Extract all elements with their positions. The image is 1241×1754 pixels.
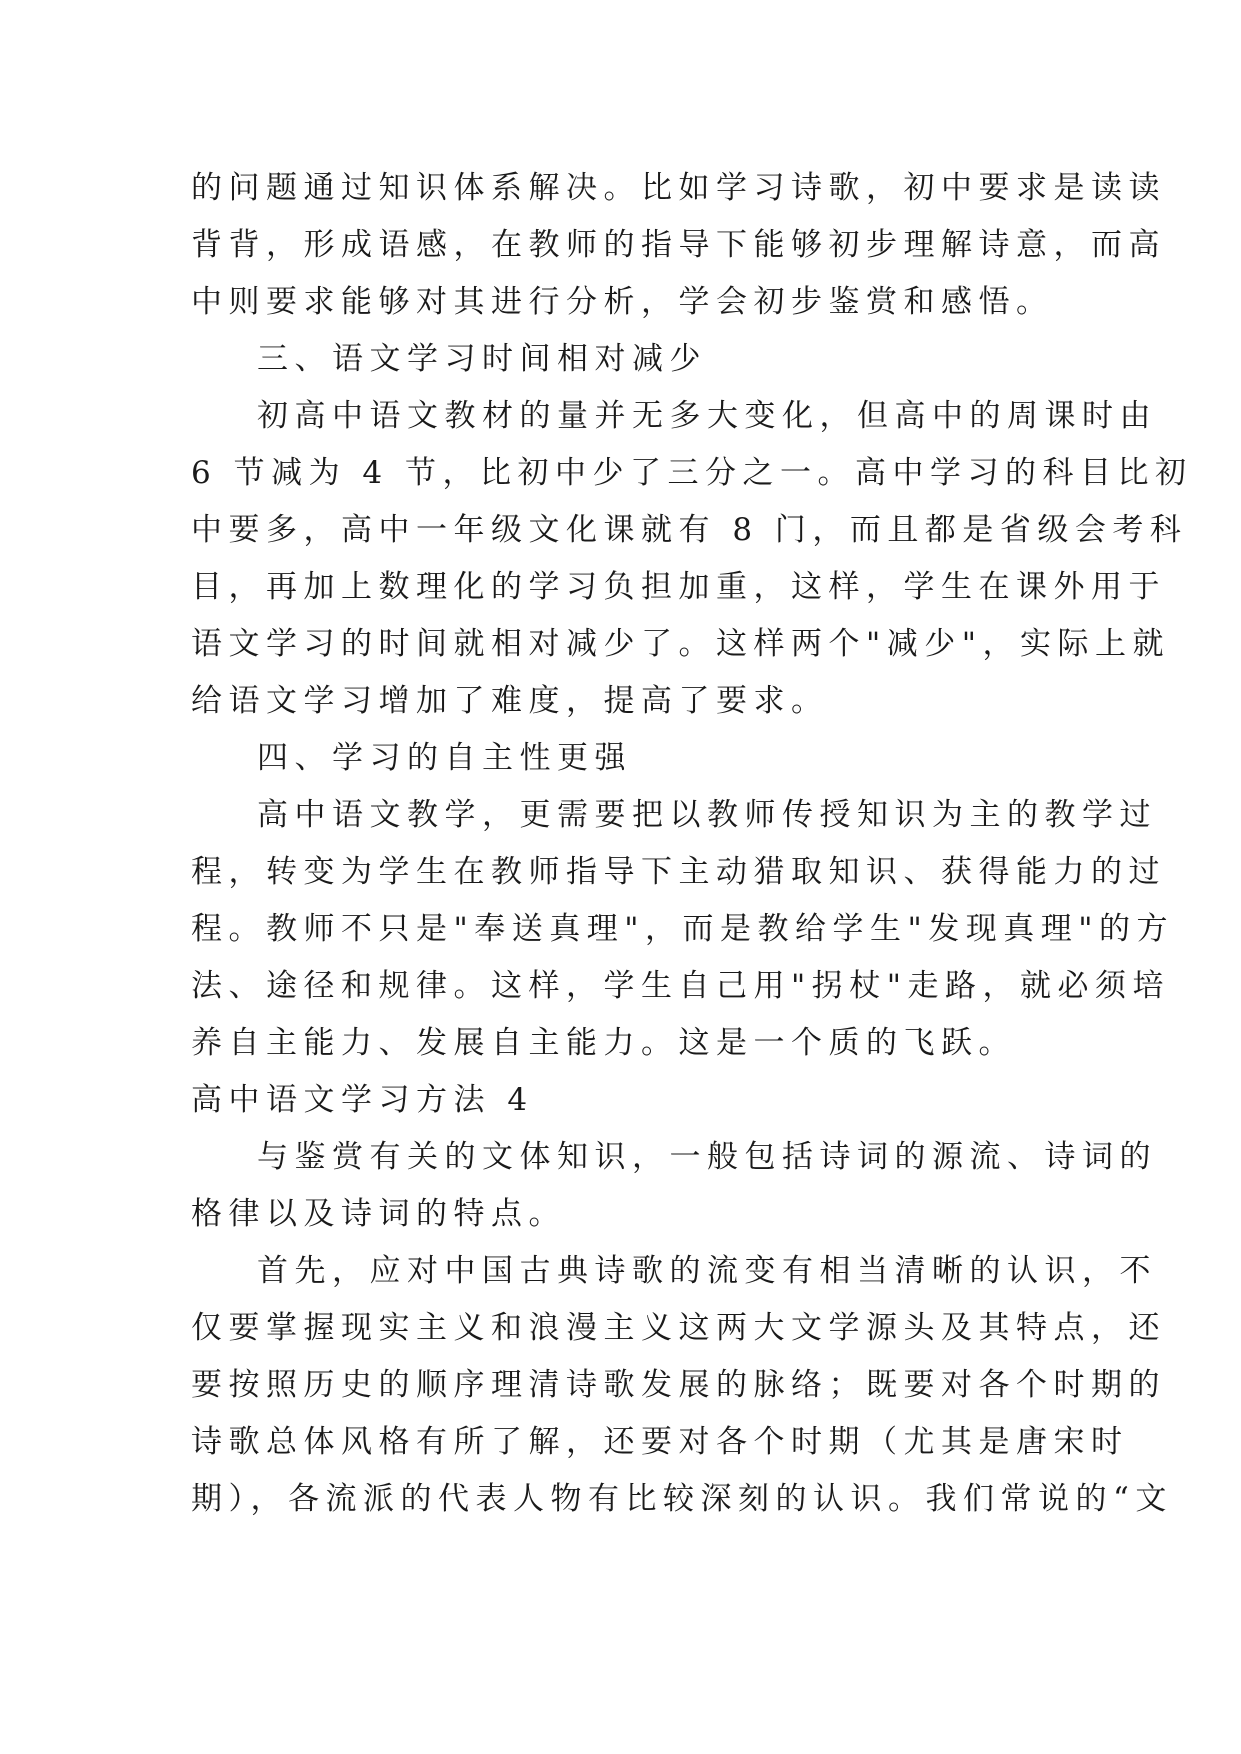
body-text-line: 语文学习的时间就相对减少了。这样两个"减少"，实际上就 [191,626,1171,662]
paragraph-first-line: 首先，应对中国古典诗歌的流变有相当清晰的认识，不 [257,1253,1157,1289]
body-text-line: 6 节减为 4 节，比初中少了三分之一。高中学习的科目比初 [191,455,1193,491]
body-text-line: 程。教师不只是"奉送真理"，而是教给学生"发现真理"的方 [191,911,1175,947]
body-text-line: 中要多，高中一年级文化课就有 8 门，而且都是省级会考科 [191,512,1188,548]
body-text-line: 背背，形成语感，在教师的指导下能够初步理解诗意，而高 [191,227,1166,263]
body-text-line: 诗歌总体风格有所了解，还要对各个时期（尤其是唐宋时 [191,1424,1129,1460]
body-text-line: 目，再加上数理化的学习负担加重，这样，学生在课外用于 [191,569,1166,605]
body-text-line: 养自主能力、发展自主能力。这是一个质的飞跃。 [191,1025,1016,1061]
body-text-line: 要按照历史的顺序理清诗歌发展的脉络；既要对各个时期的 [191,1367,1166,1403]
body-text-line: 的问题通过知识体系解决。比如学习诗歌，初中要求是读读 [191,170,1166,206]
body-text-line: 法、途径和规律。这样，学生自己用"拐杖"走路，就必须培 [191,968,1171,1004]
body-text-line: 中则要求能够对其进行分析，学会初步鉴赏和感悟。 [191,284,1054,320]
section-heading: 三、语文学习时间相对减少 [257,341,707,377]
article-title: 高中语文学习方法 4 [191,1082,534,1118]
paragraph-first-line: 与鉴赏有关的文体知识，一般包括诗词的源流、诗词的 [257,1139,1157,1175]
paragraph-first-line: 初高中语文教材的量并无多大变化，但高中的周课时由 [257,398,1157,434]
document-body [191,160,1193,1528]
section-heading: 四、学习的自主性更强 [257,740,632,776]
body-text-line: 给语文学习增加了难度，提高了要求。 [191,683,829,719]
body-text-line: 程，转变为学生在教师指导下主动猎取知识、获得能力的过 [191,854,1166,890]
body-text-line: 格律以及诗词的特点。 [191,1196,566,1232]
paragraph-first-line: 高中语文教学，更需要把以教师传授知识为主的教学过 [257,797,1157,833]
body-text-line: 期），各流派的代表人物有比较深刻的认识。我们常说的“文 [191,1481,1173,1517]
body-text-line: 仅要掌握现实主义和浪漫主义这两大文学源头及其特点，还 [191,1310,1166,1346]
